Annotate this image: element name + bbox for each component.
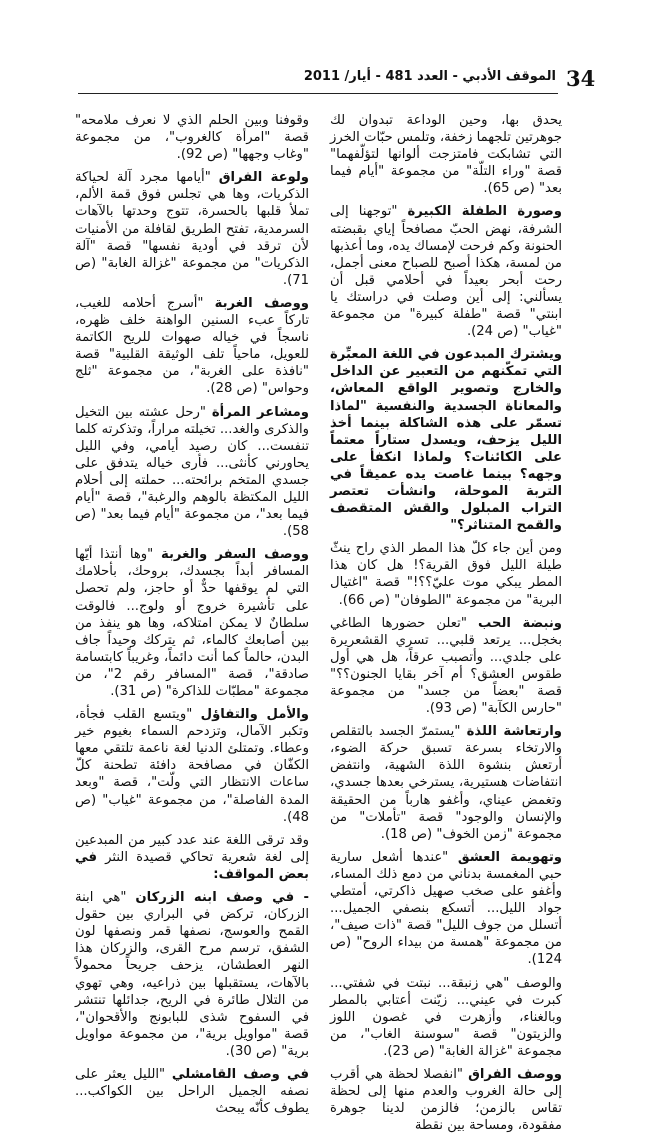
running-head: الموقف الأدبي - العدد 481 - أيار/ 2011 <box>303 69 556 84</box>
paragraph: والوصف "هي زنبقة... نبتت في شفتي... كبرت في عيني... زيّنت أعتابي بالمطر وبالغناء، وأزهرت في غصون اللوز والزيتون" قصة "سوسنة الغاب"، من مجموعة "غزالة الغابة" (ص 23). <box>330 975 562 1059</box>
paragraph: والأمل والتفاؤل "ويتسع القلب فجأة، وتكبر الآمال، وتزدحم السماء بغيوم خير وعطاء. وتمتلئ الدنيا لغة ناعمة تلتقي معها الكفّان في مصافحة دافئة تطحنة كلّ ساعات الانتظار التي ولّت"، قصة "وبعد المدة الفاصلة"، من مجموعة "غياب" (ص 48). <box>75 707 309 825</box>
paragraph: ومن أين جاء كلّ هذا المطر الذي راح ينثّ طيلة الليل فوق القرية؟! هل كان هذا المطر يبكي موت عليّ؟؟!" قصة "اغتيال البرية" من مجموعة "الطوفان" (ص 66). <box>330 541 562 608</box>
paragraph: ووصف الفراق "انفصلا لحظة هي أقرب إلى حالة الغروب والعدم منها إلى لحظة تقاس بالزمن؛ فالزمن لدينا جوهرة مفقودة، ومساحة بين نقطة <box>330 1066 562 1134</box>
paragraph: وقد ترقى اللغة عند عدد كبير من المبدعين إلى لغة شعرية تحاكي قصيدة النثر في بعض المواقف: <box>75 832 309 882</box>
paragraph: ووصف الغربة "أسرج أحلامه للغيب، تاركاً عبء السنين الواهنة خلف ظهره، ناسجاً في خياله صهوات للريح الكاتمة للعويل، ماحياً تلف الوثيقة القلبية" قصة "نافذة على الغربة"، من مجموعة "ثلج وحواس" (ص 28). <box>75 295 309 397</box>
page-header <box>0 62 661 92</box>
paragraph: ونبضة الحب "تعلن حضورها الطاغي بخجل... يرتعد قلبي... تسري القشعريرة على جلدي... وأتصبب عرقاً، هل هي أول طقوس العشق؟ أم آخر بقايا الجنون؟؟" قصة "بعضاً من جسد" من مجموعة "حارس الكآبة" (ص 93). <box>330 615 562 717</box>
paragraph: وارتعاشة اللذة "يستمرّ الجسد بالتقلص والارتخاء بسرعة تسبق حركة الضوء، أرتعش بنشوة اللذة الشهية، وانتفض انتفاضات هستيرية، يسترخي بعدها جسدي، وتغمض عيناي، وأغفو هارباً من الحقيقة والإنسان والوجود" قصة "تأملات" من مجموعة "زمن الخوف" (ص 18). <box>330 724 562 842</box>
paragraph: في وصف القامشلي "الليل يعثر على نصفه الجميل الراحل بين الكواكب... يطوف كأنّه يبحث <box>75 1066 310 1117</box>
paragraph: ومشاعر المرأة "رحل عشته بين التخيل والذكرى والغد... تخيلته مراراً، وتذكرته كلما تنفست... كان رصيد أيامي، وفي الليل يحاورني كأنثى... فأرى خياله يتدفق على جسدي المتخم برائحته... حملته إلى أحلام الليل المكتظة بالوهم والرغبة"، قصة "أيام فيما بعد"، من مجموعة "أيام فيما بعد" (ص 58). <box>75 404 310 540</box>
paragraph: ولوعة الفراق "أيامها مجرد آلة لحياكة الذكريات، وها هي تجلس فوق قمة الألم، تملأ قلبها بالحسرة، تتوج وحدتها بالآهات السرمدية، تفتح الطريق لقافلة من الأمنيات لأن ترقد في أودية نفسها" قصة "آلة الذكريات" من مجموعة "غزالة الغابة" (ص 71). <box>75 170 310 288</box>
paragraph: وقوفنا وبين الحلم الذي لا نعرف ملامحه" قصة "امرأة كالغروب"، من مجموعة "وغاب وجهها" (ص 92). <box>75 113 309 163</box>
paragraph: وتهويمة العشق "عندها أشعل سارية حبي المغمسة بدناني من دمع ذلك المساء، وأغفو على صخب صهيل ذاكرتي، أمتطي جواد الليل... أتسكع بنصفي الجميل... أتسلل من جوف الليل" قصة "ذات صيف"، من مجموعة "همسة من بيداء الروح" (ص 124). <box>330 849 562 968</box>
paragraph: ويشترك المبدعون في اللغة المعبِّرة التي تمكّنهم من التعبير عن الداخل والخارج وتصوير الواقع المعاش، والمعاناة الجسدية والنفسية "لماذا تسمّر على هذه الشاكلة بينما أخذ الليل يزحف، ويسدل ستاراً معتماً على الكائنات؟ ولماذا انكفأ على وجهه؟ بينما غاصت يده عميقاً في التربة الموحلة، وانشأت تعتصر التراب المبلول والقش المتقصف والقمح المتناثر؟" <box>330 347 562 534</box>
left-column <box>75 112 309 1123</box>
paragraph: وصورة الطفلة الكبيرة "توجهنا إلى الشرفة، نهض الحبّ مصافحاً إياي بقبضته الحنونة وكم فرحت لإمساك يده، وما أعذبها من لمسة، هكذا أصبح للصباح معنى أجمل، رحت أبحر بعيداً في أحلامي قبل أن يسألني: إلى أين وصلت في دراستك يا ابنتي" قصة "طفلة كبيرة" من مجموعة "غياب" (ص 24). <box>330 204 562 340</box>
paragraph: ووصف السفر والغربة "وها أنتذا أيّها المسافر أبداً بجسدك، بروحك، بأحلامك التي لم يوقفها حدٌّ أو حاجز، ولم تحصل على تأشيرة خروج أو ولوج... فالوقت سلطانٌ لا يمكن امتلاكه، وها هو ينفذ من بين أصابعك كالماء، ثم يتركك وحيداً جاف البدن، حالماً كما أنت دائماً، وغريباً كابتسامة صادقة"، قصة "المسافر رقم 2"، من مجموعة "مطبّات للذاكرة" (ص 31). <box>75 547 310 699</box>
paragraph: - في وصف ابنه الزركان "هي ابنة الزركان، تركض في البراري بين حقول القمح والعوسج، نصفها قمر ونصفها لون الشفق، ترسم مرح القرى، والزركان هذا النهر العطشان، يزحف جريحاً محمولاً بالآهات، يستقبلها بين ذراعيه، وهي تهوي من التلال طائرة في الريح، جدائلها تنتشر في السفوح شذى للبابونج والأقحوان"، قصة "مواويل برية"، من مجموعة مواويل برية" (ص 30). <box>75 890 309 1059</box>
header-rule <box>78 93 558 94</box>
right-column <box>330 112 562 1140</box>
paragraph: يحدق بها، وحين الوداعة تبدوان لك جوهرتين تلجهما زخفة، وتلمس حبّات الخرز التي تشابكت فامتزجت ألوانها لتؤلّفهما" قصة "وراء التلّة" من مجموعة "أيام فيما بعد" (ص 65). <box>330 113 562 197</box>
page-number: 34 <box>566 66 596 91</box>
